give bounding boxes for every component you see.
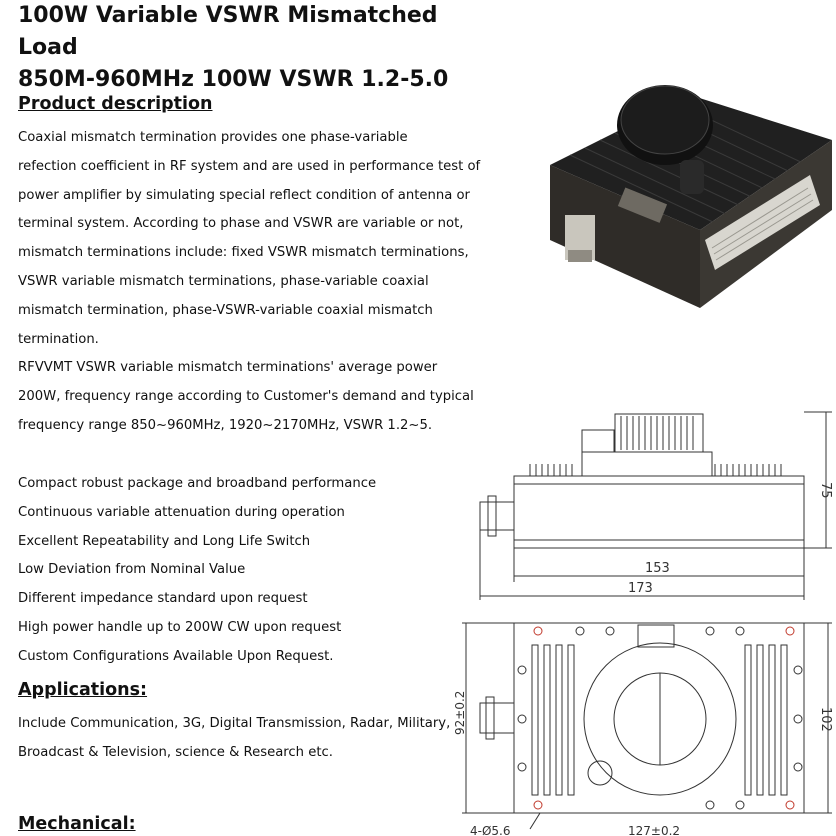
description-line: refection coefficient in RF system and are used in performance test of: [18, 158, 481, 174]
mounting-hole: [786, 801, 794, 809]
mechanical-heading: Mechanical:: [18, 814, 136, 834]
side-body-label: 153: [645, 561, 670, 576]
side-connector: [480, 502, 514, 530]
description-line: Coaxial mismatch termination provides one phase-variable: [18, 130, 408, 145]
product-photo: [540, 80, 836, 310]
top-body: [514, 623, 804, 813]
description-line: VSWR variable mismatch terminations, phase-variable coaxial: [18, 273, 429, 289]
hole-callout-leader: [530, 813, 540, 829]
feature-item: Different impedance standard upon request: [18, 591, 308, 607]
side-knob: [615, 414, 703, 452]
product-description-heading: Product description: [18, 94, 213, 114]
title-line-1: 100W Variable VSWR Mismatched Load: [18, 3, 438, 60]
side-fins: [530, 464, 781, 476]
feature-item: Excellent Repeatability and Long Life Switch: [18, 533, 311, 549]
feature-item: Compact robust package and broadband performance: [18, 476, 377, 491]
photo-lock-knob: [680, 160, 704, 194]
top-inner-height-label: 92±0.2: [453, 690, 467, 735]
feature-item: Low Deviation from Nominal Value: [18, 562, 246, 578]
side-total-label: 173: [628, 581, 653, 596]
feature-item: Continuous variable attenuation during operation: [18, 504, 345, 520]
side-body: [514, 476, 804, 548]
page-title: [18, 0, 488, 96]
mounting-hole: [534, 801, 542, 809]
description-line: terminal system. According to phase and VSWR are variable or not,: [18, 216, 464, 232]
description-line: termination.: [18, 331, 99, 347]
applications-line: Broadcast & Television, science & Research etc.: [18, 744, 333, 760]
description-line: frequency range 850~960MHz, 1920~2170MHz, VSWR 1.2~5.: [18, 417, 433, 433]
product-description-body: [18, 124, 481, 441]
side-knob-grip: [621, 416, 693, 450]
feature-item: High power handle up to 200W CW upon request: [18, 619, 342, 635]
mounting-hole: [534, 627, 542, 635]
applications-heading: Applications:: [18, 680, 148, 700]
applications-body: [18, 710, 468, 768]
side-view-drawing: [470, 400, 836, 610]
title-line-2: 850M-960MHz 100W VSWR 1.2-5.0: [18, 67, 449, 92]
mounting-hole: [786, 627, 794, 635]
description-line: mismatch terminations include: fixed VSWR mismatch terminations,: [18, 245, 469, 261]
top-connector: [480, 703, 514, 733]
side-lock: [582, 430, 614, 452]
top-view-drawing: [453, 615, 836, 836]
hole-callout-label: 4-Ø5.6: [470, 824, 511, 836]
feature-item: Custom Configurations Available Upon Request.: [18, 648, 334, 664]
top-outer-height-label: 102: [818, 707, 833, 732]
top-lock-knob: [588, 761, 612, 785]
description-line: power amplifier by simulating special reflect condition of antenna or: [18, 187, 470, 203]
top-width-label: 127±0.2: [628, 824, 681, 836]
description-line: mismatch termination, phase-VSWR-variable coaxial mismatch: [18, 302, 433, 318]
feature-list: [18, 470, 376, 672]
mounting-holes: [534, 627, 794, 809]
side-knob-base: [582, 452, 712, 476]
applications-line: Include Communication, 3G, Digital Transmission, Radar, Military,: [18, 716, 451, 731]
description-line: RFVVMT VSWR variable mismatch terminations' average power: [18, 360, 438, 376]
side-height-label: 75: [818, 482, 833, 499]
description-line: 200W, frequency range according to Customer's demand and typical: [18, 389, 474, 405]
